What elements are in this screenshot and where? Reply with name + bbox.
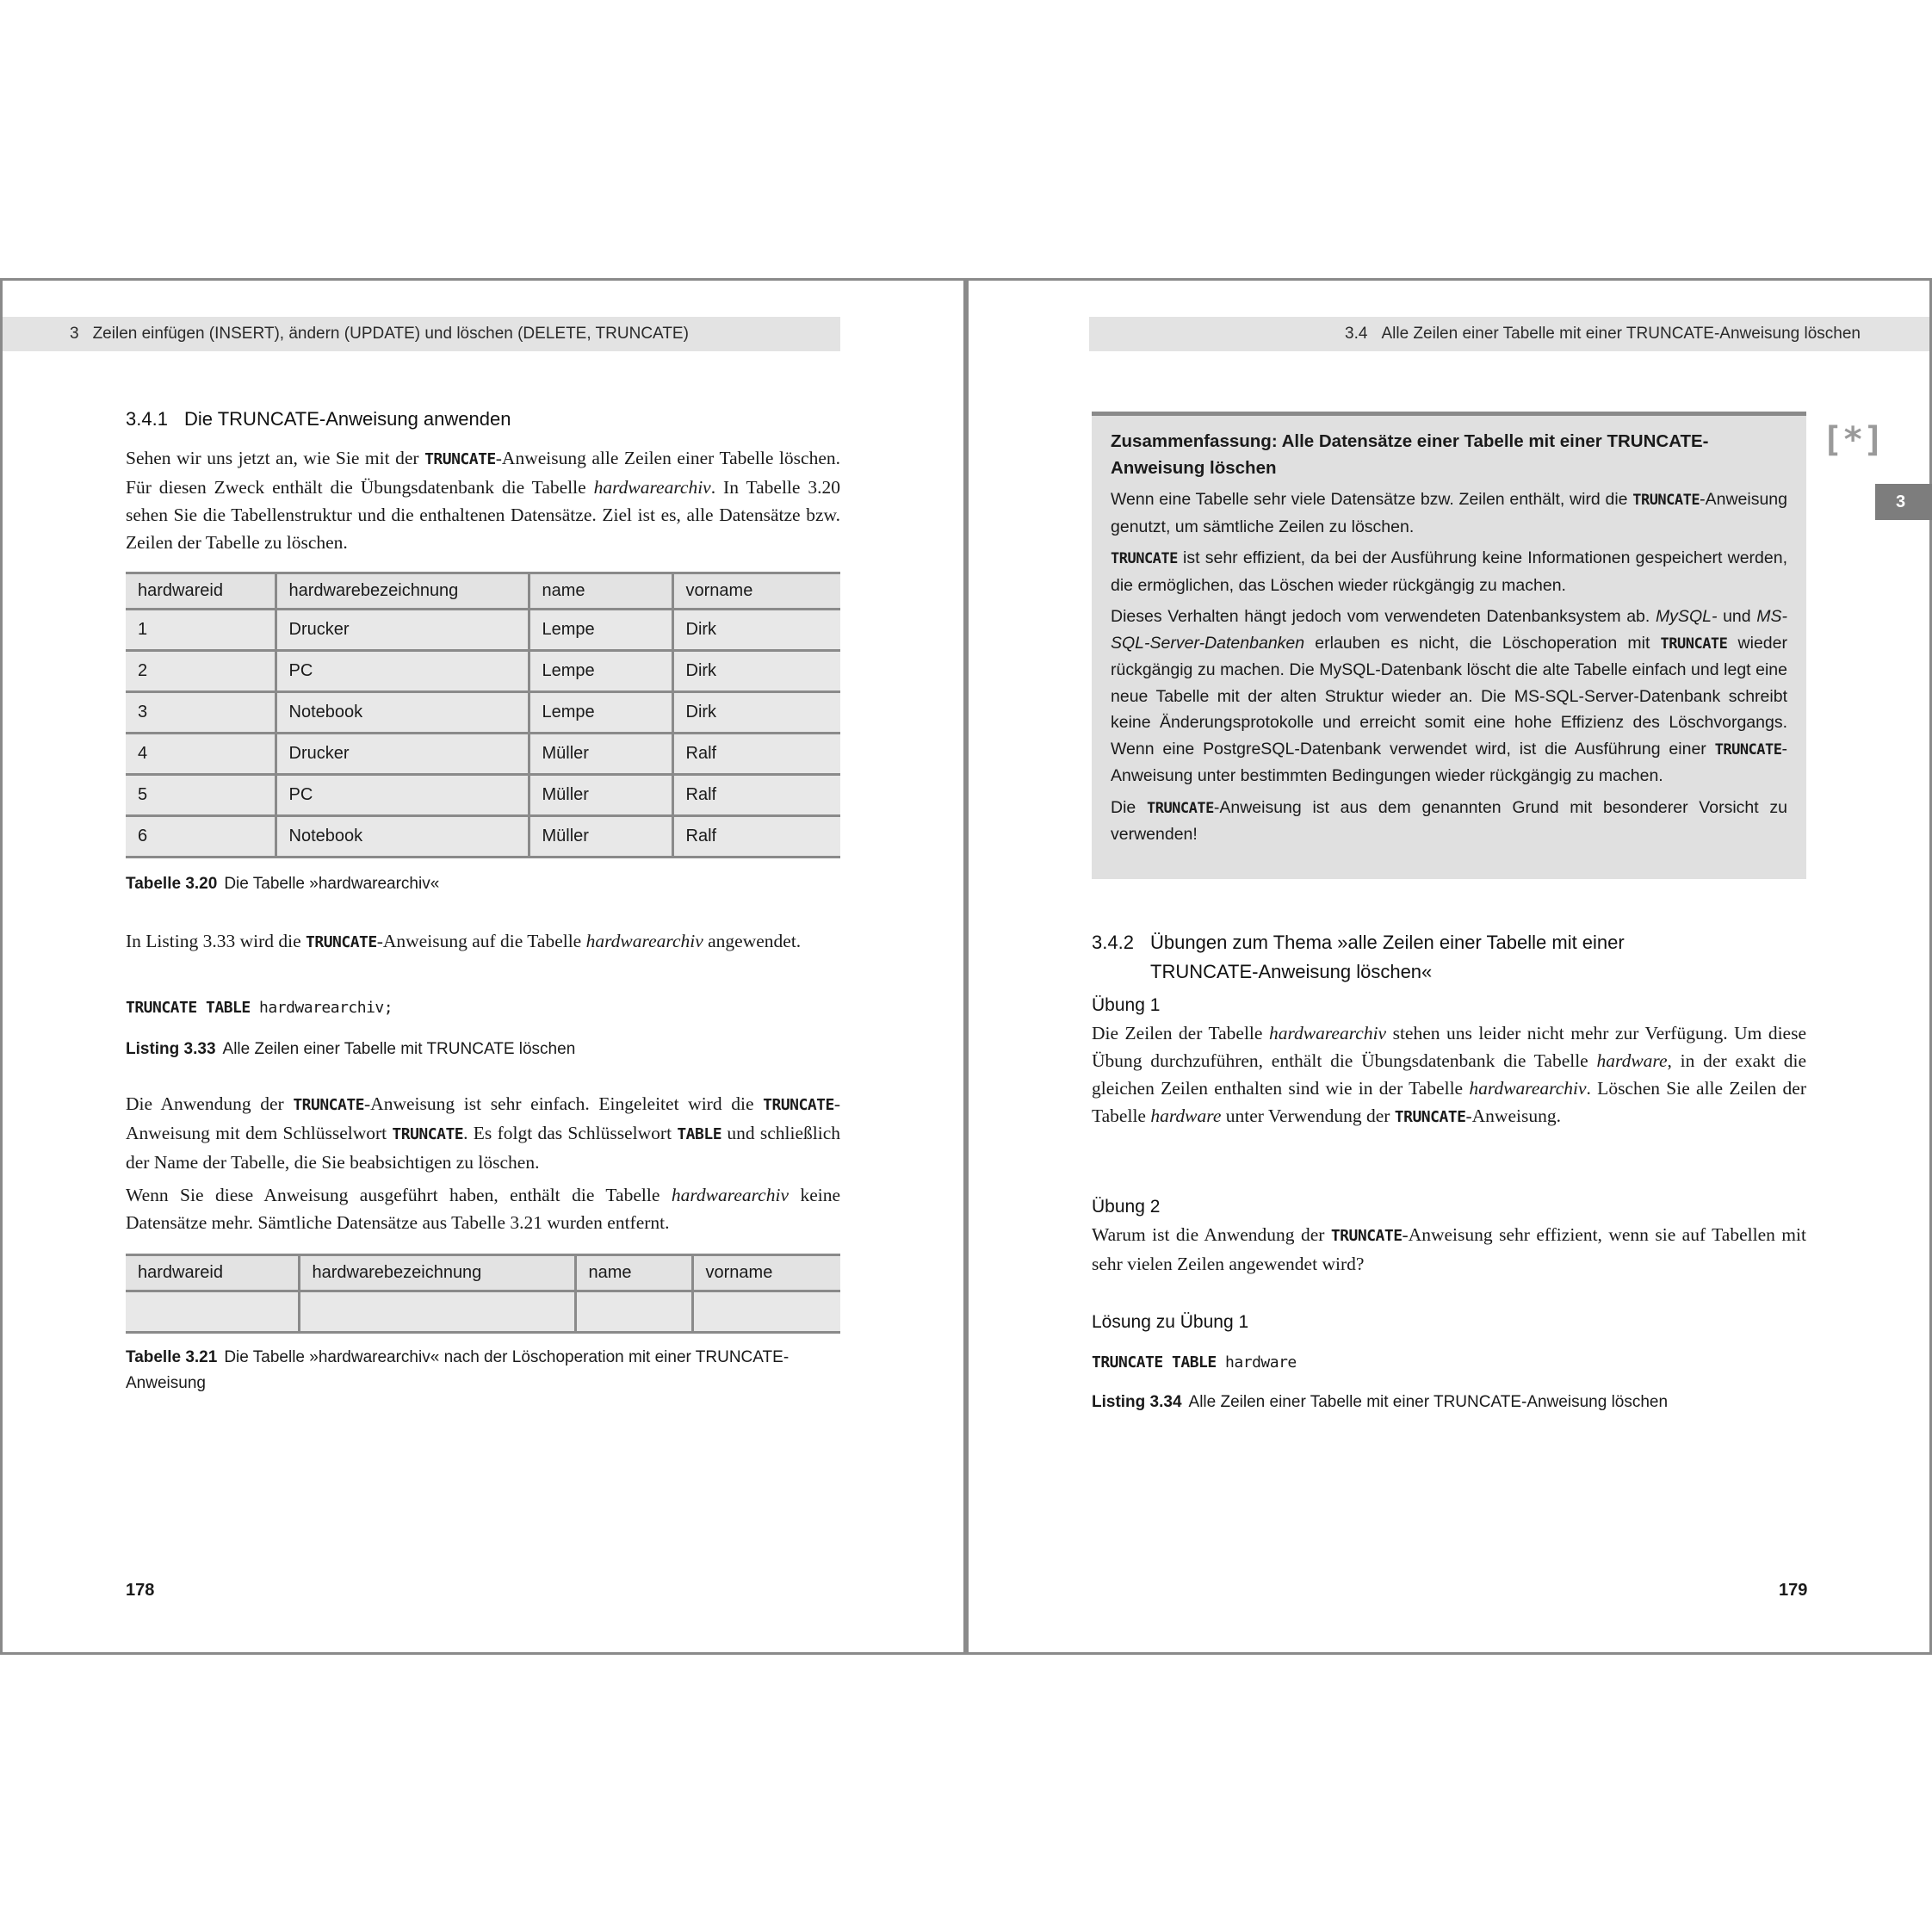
- table-row: 2 PC Lempe Dirk: [126, 651, 840, 692]
- summary-asterisk-icon: [*]: [1822, 420, 1885, 460]
- section-3-4-1: [126, 408, 840, 430]
- running-head-left: [3, 317, 840, 351]
- explanation-paragraph: Die Anwendung der TRUNCATE-Anweisung ist sehr einfach. Eingeleitet wird die TRUNCATE-Anweisung mit dem Schlüsselwort TRUNCATE. Es folgt das Schlüsselwort TABLE und schließlich der Name der Tabelle, die Sie beabsichtigen zu löschen.: [126, 1093, 841, 1173]
- section-number: 3.4: [1345, 325, 1368, 343]
- summary-paragraph: Wenn eine Tabelle sehr viele Datensätze bzw. Zeilen enthält, wird die TRUNCATE-Anweisung genutzt, um sämtliche Zeilen zu löschen.: [1111, 490, 1787, 536]
- col-header: hardwarebezeichnung: [276, 573, 529, 610]
- col-header: vorname: [672, 573, 840, 610]
- col-header: hardwareid: [126, 1255, 299, 1291]
- col-header: hardwareid: [126, 573, 276, 610]
- listing-3-33-code: TRUNCATE TABLE hardwarearchiv;: [126, 999, 393, 1017]
- col-header: name: [575, 1255, 692, 1291]
- chapter-tab: 3: [1875, 484, 1932, 520]
- result-paragraph: Wenn Sie diese Anweisung ausgeführt haben, enthält die Tabelle hardwarearchiv keine Datensätze mehr. Sämtliche Datensätze aus Tabelle 3.21 wurden entfernt.: [126, 1185, 841, 1233]
- col-header: vorname: [692, 1255, 840, 1291]
- summary-box: [1092, 412, 1806, 879]
- table-row: 4 Drucker Müller Ralf: [126, 734, 840, 775]
- table-header-row: [126, 1255, 840, 1291]
- section-3-4-2: [1092, 928, 1806, 987]
- intro-paragraph: Sehen wir uns jetzt an, wie Sie mit der TRUNCATE-Anweisung alle Zeilen einer Tabelle löschen. Für diesen Zweck enthält die Übungsdatenbank die Tabelle hardwarearchiv. In Tabelle 3.20 sehen Sie die Tabellenstruktur und die enthaltenen Datensätze. Ziel ist es, alle Datensätze bzw. Zeilen der Tabelle zu löschen.: [126, 448, 840, 553]
- exercise-1: Übung 1 Die Zeilen der Tabelle hardwarearchiv stehen uns leider nicht mehr zur Verfügung. Um diese Übung durchzuführen, enthält die Übungsdatenbank die Tabelle hardware, in der exakt die gleichen Zeilen enthalten sind wie in der Tabelle hardwarearchiv. Löschen Sie alle Zeilen der Tabelle hardware unter Verwendung der TRUNCATE-Anweisung.: [1092, 995, 1806, 1126]
- table-header-row: [126, 573, 840, 610]
- chapter-title: Zeilen einfügen (INSERT), ändern (UPDATE) und löschen (DELETE, TRUNCATE): [92, 325, 689, 343]
- table-row-empty: [126, 1291, 840, 1333]
- summary-paragraph: Dieses Verhalten hängt jedoch vom verwendeten Datenbanksystem ab. MySQL- und MS-SQL-Server-Datenbanken erlauben es nicht, die Löschoperation mit TRUNCATE wieder rückgängig zu machen. Die MySQL-Datenbank löscht die alte Tabelle einfach und legt eine neue Tabelle mit der alten Struktur wieder an. Die MS-SQL-Server-Datenbank schreibt keine Änderungsprotokolle und erreicht somit eine hohe Effizienz des Löschvorgangs. Wenn eine PostgreSQL-Datenbank verwendet wird, ist die Ausführung einer TRUNCATE-Anweisung unter bestimmten Bedingungen wieder rückgängig zu machen.: [1111, 607, 1787, 785]
- section-heading: 3.4.1 Die TRUNCATE-Anweisung anwenden: [126, 408, 511, 430]
- table-caption-3-20: Tabelle 3.20 Die Tabelle »hardwarearchiv«: [126, 875, 440, 893]
- exercise-heading: Übung 2: [1092, 1197, 1161, 1217]
- listing-intro-paragraph: In Listing 3.33 wird die TRUNCATE-Anweisung auf die Tabelle hardwarearchiv angewendet.: [126, 931, 802, 951]
- running-head-right: [1089, 317, 1929, 351]
- table-row: 6 Notebook Müller Ralf: [126, 816, 840, 858]
- listing-3-34-code: TRUNCATE TABLE hardware: [1092, 1353, 1297, 1372]
- solution-heading: Lösung zu Übung 1: [1092, 1312, 1249, 1332]
- section-heading: 3.4.2 Übungen zum Thema »alle Zeilen einer Tabelle mit einer TRUNCATE-Anweisung löschen«: [1092, 932, 1625, 982]
- chapter-number: 3: [70, 325, 79, 343]
- table-row: 1 Drucker Lempe Dirk: [126, 610, 840, 651]
- table-hardwarearchiv: [126, 572, 840, 858]
- page-number-right: 179: [1779, 1581, 1808, 1600]
- exercise-2: Übung 2 Warum ist die Anwendung der TRUNCATE-Anweisung sehr effizient, wenn sie auf Tabellen mit sehr vielen Zeilen angewendet wird?: [1092, 1197, 1806, 1274]
- table-row: 5 PC Müller Ralf: [126, 775, 840, 816]
- table-caption-3-21: Tabelle 3.21 Die Tabelle »hardwarearchiv« nach der Löschoperation mit einer TRUNCATE-Anweisung: [126, 1348, 790, 1392]
- summary-paragraph: TRUNCATE ist sehr effizient, da bei der Ausführung keine Informationen gespeichert werden, die ermöglichen, das Löschen wieder rückgängig zu machen.: [1111, 548, 1787, 595]
- summary-title: Zusammenfassung: Alle Datensätze einer Tabelle mit einer TRUNCATE-Anweisung löschen: [1111, 431, 1709, 478]
- exercise-heading: Übung 1: [1092, 995, 1161, 1015]
- solution-1: [1092, 1312, 1806, 1333]
- summary-paragraph: Die TRUNCATE-Anweisung ist aus dem genannten Grund mit besonderer Vorsicht zu verwenden!: [1111, 797, 1787, 844]
- listing-caption-3-33: Listing 3.33 Alle Zeilen einer Tabelle mit TRUNCATE löschen: [126, 1040, 576, 1058]
- col-header: name: [529, 573, 672, 610]
- listing-caption-3-34: Listing 3.34 Alle Zeilen einer Tabelle mit einer TRUNCATE-Anweisung löschen: [1092, 1393, 1669, 1411]
- table-row: 3 Notebook Lempe Dirk: [126, 692, 840, 734]
- col-header: hardwarebezeichnung: [299, 1255, 575, 1291]
- table-hardwarearchiv-empty: [126, 1254, 840, 1334]
- section-title: Alle Zeilen einer Tabelle mit einer TRUNCATE-Anweisung löschen: [1381, 325, 1861, 343]
- page-number-left: 178: [126, 1581, 155, 1600]
